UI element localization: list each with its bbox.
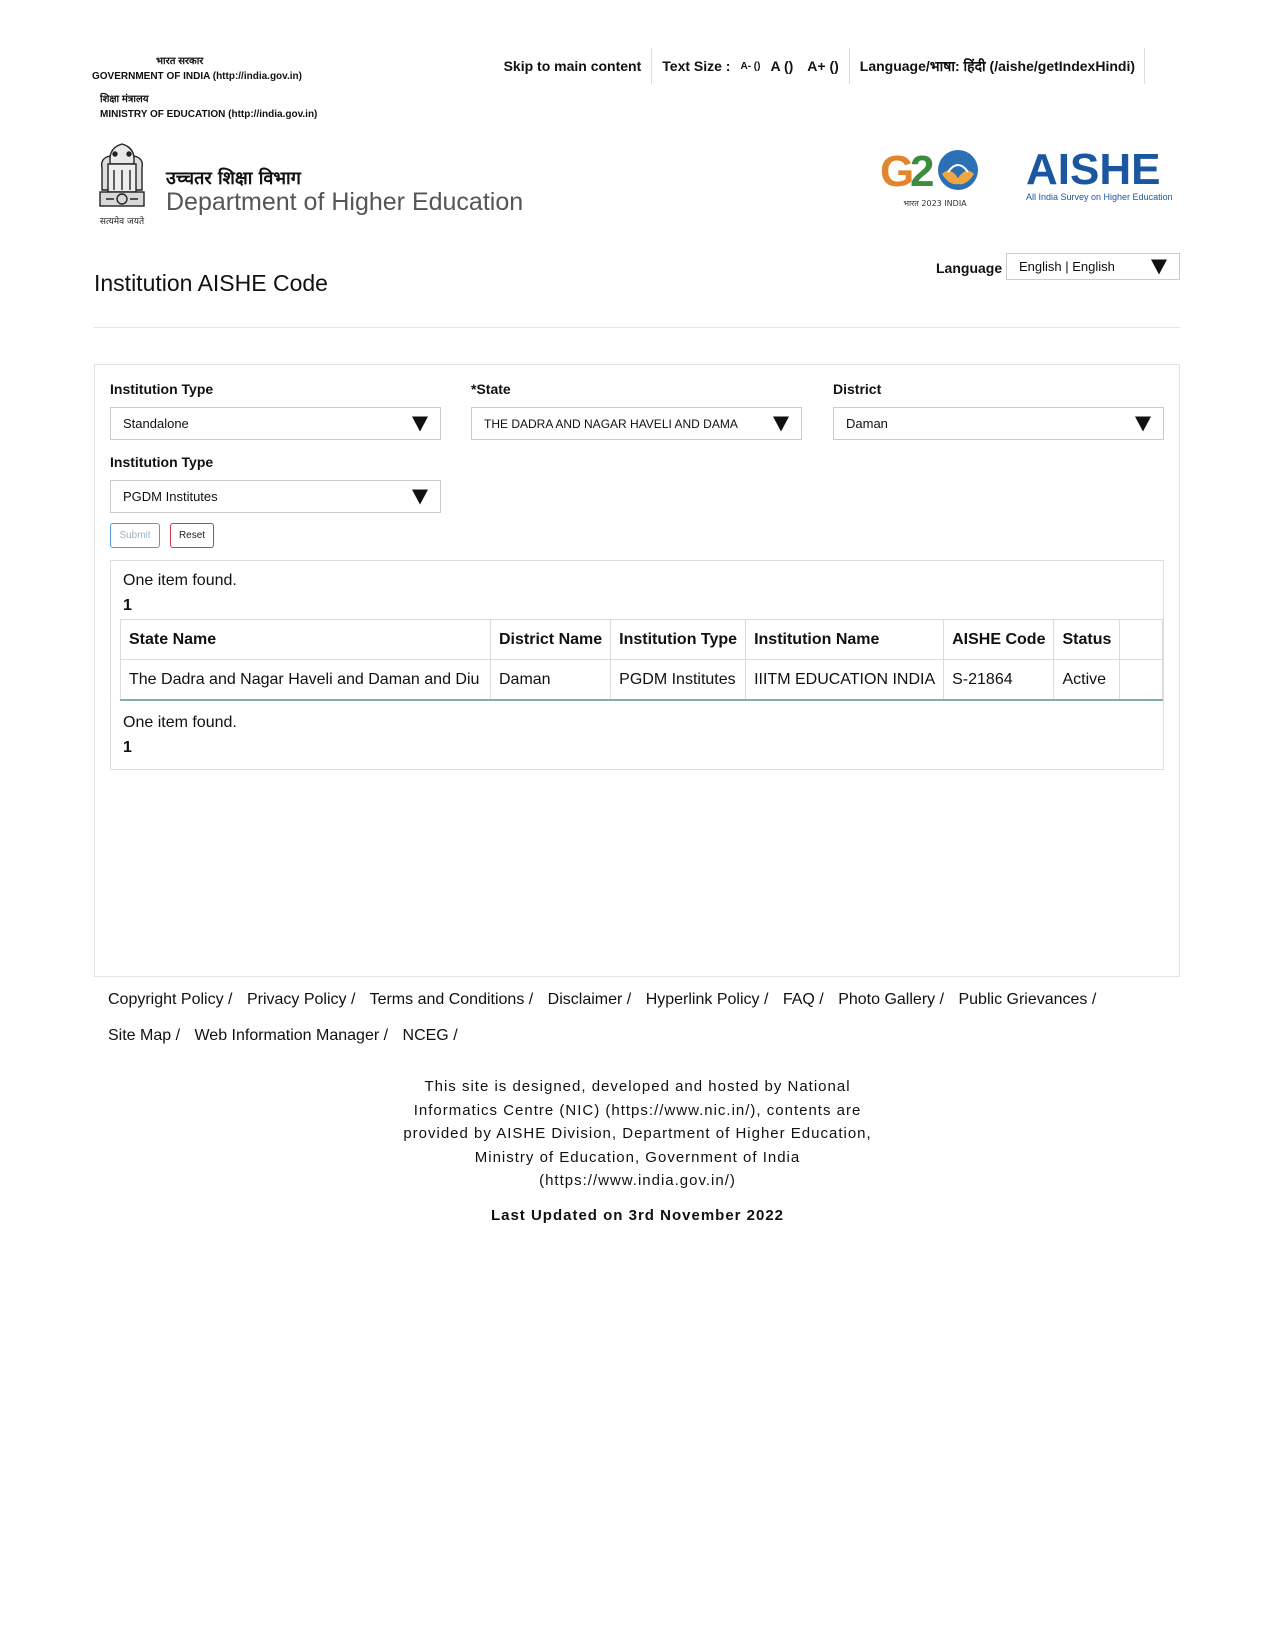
credit-line: (https://www.india.gov.in/): [539, 1172, 736, 1189]
footer-links-row-1: [108, 991, 1188, 1009]
credit-line: Ministry of Education, Government of India: [474, 1148, 801, 1166]
aishe-logo-text: AISHE: [1026, 146, 1161, 194]
pagination-page-bottom[interactable]: 1: [123, 739, 132, 756]
column-header-district-name[interactable]: District Name: [491, 620, 611, 660]
text-size-label: Text Size :: [662, 58, 731, 74]
language-select[interactable]: [1006, 253, 1180, 280]
institution-subtype-value: PGDM Institutes: [123, 489, 218, 504]
page-title: Institution AISHE Code: [94, 270, 328, 296]
footer-link-terms-and-conditions[interactable]: Terms and Conditions /: [369, 991, 534, 1008]
cell-status: Active: [1054, 660, 1120, 701]
divider: [849, 48, 850, 84]
g20-logo: [880, 146, 990, 212]
footer-link-copyright-policy[interactable]: Copyright Policy /: [108, 991, 233, 1008]
district-label: District: [833, 381, 882, 397]
institution-subtype-label: Institution Type: [110, 454, 214, 470]
cell-aishe-code: S-21864: [944, 660, 1054, 701]
cell-state-name: The Dadra and Nagar Haveli and Daman and Diu: [121, 660, 491, 701]
divider: [94, 327, 1180, 328]
state-select[interactable]: [471, 407, 802, 440]
gov-of-india-link[interactable]: [92, 54, 302, 84]
text-size-normal-button[interactable]: A (): [770, 58, 794, 74]
ministry-english: MINISTRY OF EDUCATION (http://india.gov.in): [100, 109, 318, 120]
aishe-logo: [1024, 146, 1180, 206]
ministry-hindi: शिक्षा मंत्रालय: [100, 94, 149, 105]
footer-link-site-map[interactable]: Site Map /: [108, 1027, 181, 1044]
column-header-empty: [1120, 620, 1163, 660]
national-emblem-icon: [92, 134, 152, 234]
last-updated: Last Updated on 3rd November 2022: [490, 1207, 785, 1224]
emblem-motto: सत्यमेव जयते: [99, 217, 145, 227]
table-row: [121, 660, 1163, 701]
district-select[interactable]: [833, 407, 1164, 440]
footer-link-privacy-policy[interactable]: Privacy Policy /: [246, 991, 356, 1008]
department-name-hindi: उच्चतर शिक्षा विभाग: [166, 168, 301, 189]
footer-link-photo-gallery[interactable]: Photo Gallery /: [838, 991, 945, 1008]
dropdown-arrow-icon: [412, 489, 428, 504]
skip-to-main-link[interactable]: Skip to main content: [503, 58, 642, 74]
dropdown-arrow-icon: [1151, 259, 1167, 274]
ministry-link[interactable]: [100, 92, 317, 122]
aishe-tagline: All India Survey on Higher Education: [1026, 192, 1173, 202]
cell-institution-type: PGDM Institutes: [611, 660, 746, 701]
table-header-row: [121, 620, 1163, 660]
column-header-state-name[interactable]: State Name: [121, 620, 491, 660]
reset-button[interactable]: Reset: [170, 523, 214, 548]
dropdown-arrow-icon: [1135, 416, 1151, 431]
column-header-aishe-code[interactable]: AISHE Code: [944, 620, 1054, 660]
institution-type-value: Standalone: [123, 416, 189, 431]
gov-english: GOVERNMENT OF INDIA (http://india.gov.in): [92, 71, 302, 82]
institution-type-label: Institution Type: [110, 381, 214, 397]
results-count-top: One item found.: [123, 572, 237, 589]
column-header-status[interactable]: Status: [1054, 620, 1120, 660]
divider: [651, 48, 652, 84]
gov-hindi: भारत सरकार: [156, 56, 204, 67]
district-value: Daman: [846, 416, 888, 431]
credit-line: This site is designed, developed and hosted by National: [424, 1078, 851, 1095]
text-size-increase-button[interactable]: A+ (): [807, 58, 839, 74]
column-header-institution-name[interactable]: Institution Name: [746, 620, 944, 660]
dropdown-arrow-icon: [412, 416, 428, 431]
results-table: [120, 619, 1163, 701]
site-credit: [380, 1075, 895, 1193]
credit-line: Informatics Centre (NIC) (https://www.nic.in/), contents are: [413, 1101, 862, 1119]
footer-link-web-information-manager[interactable]: Web Information Manager /: [194, 1027, 389, 1044]
g20-caption: भारत 2023 INDIA: [903, 199, 967, 208]
footer-links-row-2: [108, 1027, 1188, 1045]
svg-text:2: 2: [910, 147, 935, 196]
state-value: THE DADRA AND NAGAR HAVELI AND DAMA: [484, 416, 738, 431]
language-select-value: English | English: [1019, 259, 1115, 274]
cell-district-name: Daman: [491, 660, 611, 701]
department-name-english: Department of Higher Education: [166, 188, 524, 216]
pagination-page-top[interactable]: 1: [123, 597, 132, 614]
language-label: Language: [936, 260, 1003, 276]
footer-link-faq[interactable]: FAQ /: [782, 991, 824, 1008]
dropdown-arrow-icon: [773, 416, 789, 431]
text-size-decrease-button[interactable]: A- (): [740, 60, 761, 72]
footer-link-disclaimer[interactable]: Disclaimer /: [547, 991, 632, 1008]
footer-link-public-grievances[interactable]: Public Grievances /: [958, 991, 1097, 1008]
submit-button[interactable]: Submit: [110, 523, 160, 548]
column-header-institution-type[interactable]: Institution Type: [611, 620, 746, 660]
institution-subtype-select[interactable]: [110, 480, 441, 513]
cell-institution-name: IIITM EDUCATION INDIA: [746, 660, 944, 701]
credit-line: provided by AISHE Division, Department of Higher Education,: [403, 1125, 872, 1142]
state-label: *State: [471, 381, 511, 397]
top-utility-nav: [504, 48, 1135, 84]
institution-type-select[interactable]: [110, 407, 441, 440]
svg-text:G: G: [880, 147, 915, 196]
cell-empty: [1120, 660, 1163, 701]
language-hindi-link[interactable]: Language/भाषा: हिंदी (/aishe/getIndexHindi): [859, 57, 1135, 74]
divider: [1144, 48, 1145, 84]
footer-link-nceg[interactable]: NCEG /: [402, 1027, 458, 1044]
footer-link-hyperlink-policy[interactable]: Hyperlink Policy /: [645, 991, 769, 1008]
results-count-bottom: One item found.: [123, 714, 237, 731]
